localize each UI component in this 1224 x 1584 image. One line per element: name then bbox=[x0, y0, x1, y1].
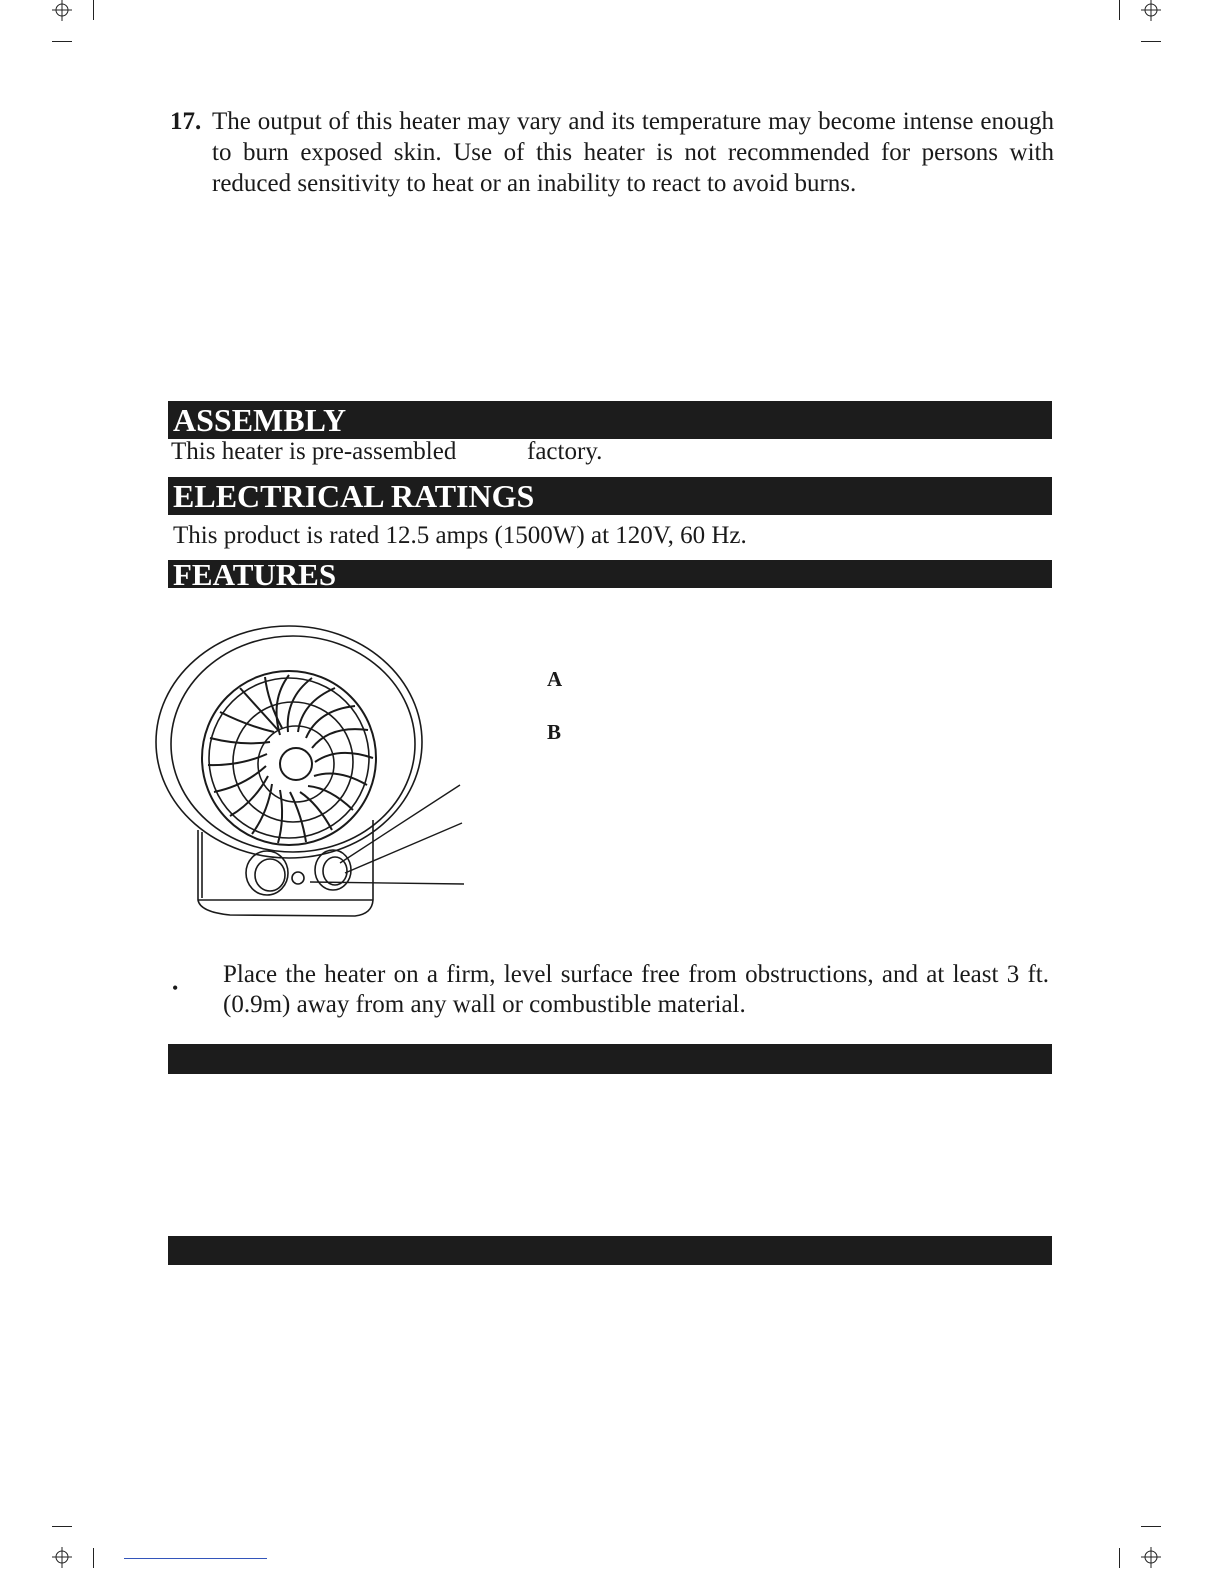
crop-mark bbox=[52, 41, 72, 42]
section-bar-electrical-ratings bbox=[168, 477, 1052, 515]
bullet-icon: • bbox=[172, 978, 179, 998]
feature-label-a: A bbox=[547, 667, 563, 691]
item-number: 17. bbox=[170, 108, 202, 135]
crop-mark bbox=[1141, 41, 1161, 42]
registration-mark-icon bbox=[1140, 0, 1162, 22]
safety-item-17 bbox=[170, 106, 1054, 199]
registration-mark-icon bbox=[1140, 1546, 1162, 1568]
registration-mark-icon bbox=[51, 0, 73, 22]
assembly-text-part2: factory. bbox=[527, 438, 603, 465]
section-bar-features bbox=[168, 557, 1052, 592]
item-text: The output of this heater may vary and its temperature may become intense enough to burn exposed skin. Use of this heater is not recommended for persons with reduced sensitivity to heat or an inability to react to avoid burns. bbox=[212, 108, 1054, 197]
crop-mark bbox=[93, 1548, 94, 1568]
registration-mark-icon bbox=[51, 1546, 73, 1568]
section-bar-blank bbox=[168, 1044, 1052, 1074]
section-bar-assembly bbox=[168, 401, 1052, 439]
section-bar-blank bbox=[168, 1236, 1052, 1265]
electrical-rating-text: This product is rated 12.5 amps (1500W) at 120V, 60 Hz. bbox=[173, 522, 747, 549]
feature-label-b: B bbox=[547, 720, 562, 744]
crop-mark bbox=[1119, 1548, 1120, 1568]
crop-mark bbox=[1119, 0, 1120, 20]
placement-instruction: Place the heater on a firm, level surface free from obstructions, and at least 3 ft. (0.9m) away from any wall or combustible material. bbox=[223, 961, 1049, 1018]
crop-mark bbox=[1141, 1526, 1161, 1527]
heater-illustration bbox=[150, 620, 480, 925]
section-heading-features: FEATURES bbox=[173, 557, 337, 592]
crop-mark bbox=[93, 0, 94, 20]
crop-mark bbox=[52, 1526, 72, 1527]
assembly-text-part1: This heater is pre-assembled bbox=[171, 438, 457, 465]
section-heading-electrical-ratings: ELECTRICAL RATINGS bbox=[173, 478, 535, 514]
section-heading-assembly: ASSEMBLY bbox=[173, 402, 347, 438]
footer-rule bbox=[124, 1558, 267, 1559]
